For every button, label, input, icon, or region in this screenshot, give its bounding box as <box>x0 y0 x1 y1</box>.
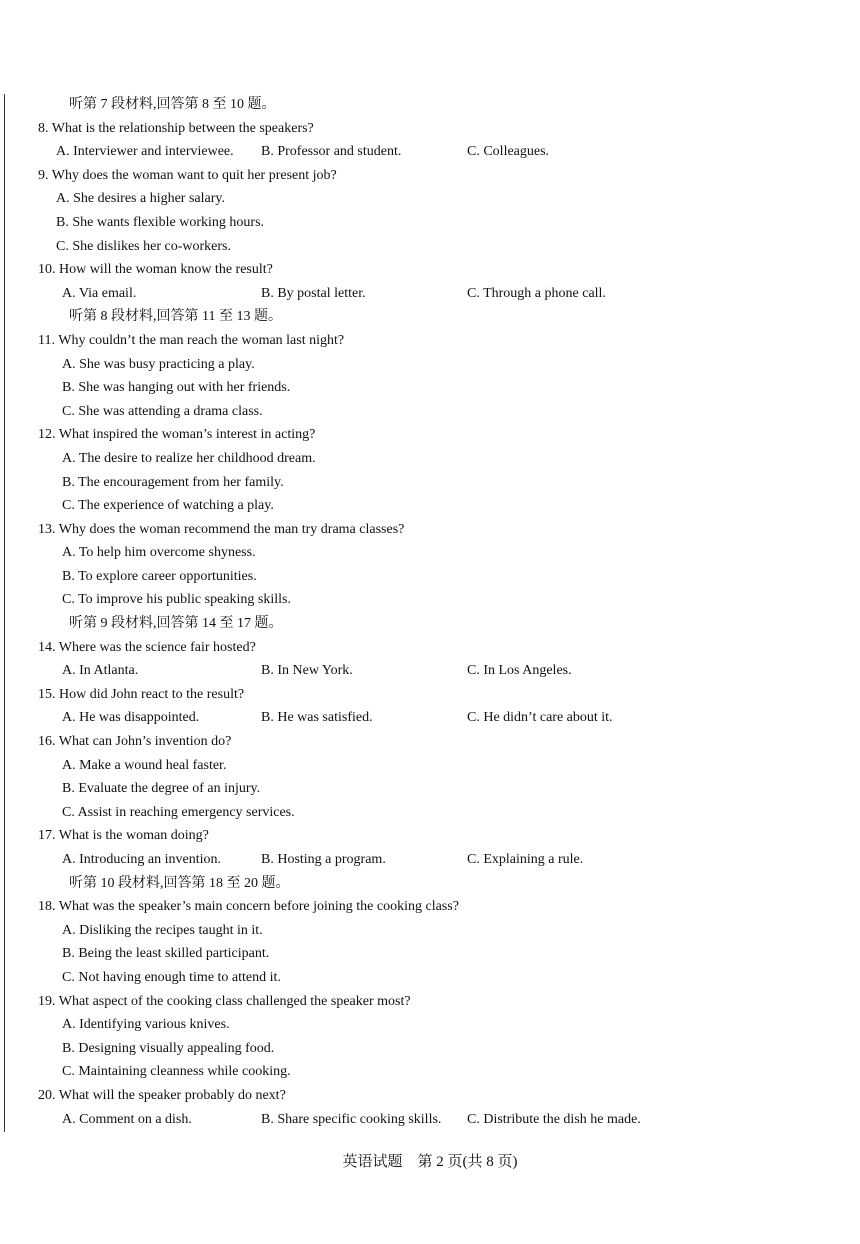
page-footer: 英语试题 第 2 页(共 8 页) <box>342 1154 518 1170</box>
option-10a: A. Via email. <box>62 285 137 301</box>
option-12a: A. The desire to realize her childhood dream. <box>62 450 316 466</box>
options-17 <box>0 848 860 872</box>
option-16c: C. Assist in reaching emergency services. <box>62 804 295 820</box>
option-16a: A. Make a wound heal faster. <box>62 757 227 773</box>
question-9: 9. Why does the woman want to quit her present job? <box>38 167 337 183</box>
option-14a: A. In Atlanta. <box>62 663 139 679</box>
option-10b: B. By postal letter. <box>261 285 366 301</box>
option-18a: A. Disliking the recipes taught in it. <box>62 922 263 938</box>
option-18b: B. Being the least skilled participant. <box>62 946 270 962</box>
option-12b: B. The encouragement from her family. <box>62 474 284 490</box>
option-13b: B. To explore career opportunities. <box>62 568 257 584</box>
option-19a: A. Identifying various knives. <box>62 1017 230 1033</box>
question-11: 11. Why couldn’t the man reach the woman last night? <box>38 332 345 348</box>
question-8: 8. What is the relationship between the speakers? <box>38 120 314 136</box>
section-header-8: 听第 8 段材料,回答第 11 至 13 题。 <box>69 309 282 325</box>
option-9b: B. She wants flexible working hours. <box>56 214 265 230</box>
question-19: 19. What aspect of the cooking class challenged the speaker most? <box>38 993 411 1009</box>
option-20a: A. Comment on a dish. <box>62 1111 192 1127</box>
option-12c: C. The experience of watching a play. <box>62 498 274 514</box>
option-18c: C. Not having enough time to attend it. <box>62 969 281 985</box>
options-20 <box>0 1108 860 1132</box>
question-16: 16. What can John’s invention do? <box>38 734 232 750</box>
section-header-10: 听第 10 段材料,回答第 18 至 20 题。 <box>69 875 290 891</box>
option-14b: B. In New York. <box>261 663 353 679</box>
question-list <box>0 93 860 1131</box>
question-20: 20. What will the speaker probably do next? <box>38 1087 286 1103</box>
option-19b: B. Designing visually appealing food. <box>62 1040 275 1056</box>
options-14 <box>0 659 860 683</box>
option-19c: C. Maintaining cleanness while cooking. <box>62 1064 291 1080</box>
question-12: 12. What inspired the woman’s interest in acting? <box>38 427 316 443</box>
option-10c: C. Through a phone call. <box>467 285 606 301</box>
option-13c: C. To improve his public speaking skills. <box>62 592 291 608</box>
question-13: 13. Why does the woman recommend the man try drama classes? <box>38 521 405 537</box>
option-15c: C. He didn’t care about it. <box>467 710 613 726</box>
option-8c: C. Colleagues. <box>467 144 550 160</box>
question-15: 15. How did John react to the result? <box>38 686 245 702</box>
question-17: 17. What is the woman doing? <box>38 828 209 844</box>
option-9a: A. She desires a higher salary. <box>56 191 225 207</box>
options-15 <box>0 706 860 730</box>
option-14c: C. In Los Angeles. <box>467 663 572 679</box>
option-11b: B. She was hanging out with her friends. <box>62 380 291 396</box>
question-14: 14. Where was the science fair hosted? <box>38 639 256 655</box>
option-8a: A. Interviewer and interviewee. <box>56 144 234 160</box>
option-15a: A. He was disappointed. <box>62 710 200 726</box>
section-header-7: 听第 7 段材料,回答第 8 至 10 题。 <box>69 97 276 112</box>
option-17b: B. Hosting a program. <box>261 852 386 867</box>
option-16b: B. Evaluate the degree of an injury. <box>62 781 261 797</box>
options-8 <box>0 140 860 164</box>
option-9c: C. She dislikes her co-workers. <box>56 238 231 254</box>
question-10: 10. How will the woman know the result? <box>38 262 273 278</box>
option-13a: A. To help him overcome shyness. <box>62 545 256 561</box>
option-11a: A. She was busy practicing a play. <box>62 356 255 372</box>
section-header-9: 听第 9 段材料,回答第 14 至 17 题。 <box>69 616 283 632</box>
option-20c: C. Distribute the dish he made. <box>467 1111 641 1127</box>
option-20b: B. Share specific cooking skills. <box>261 1111 442 1127</box>
question-18: 18. What was the speaker’s main concern before joining the cooking class? <box>38 899 459 915</box>
options-10 <box>0 282 860 306</box>
option-11c: C. She was attending a drama class. <box>62 403 263 419</box>
option-17c: C. Explaining a rule. <box>467 852 584 867</box>
option-8b: B. Professor and student. <box>261 144 402 160</box>
option-17a: A. Introducing an invention. <box>62 852 222 867</box>
option-15b: B. He was satisfied. <box>261 710 373 726</box>
